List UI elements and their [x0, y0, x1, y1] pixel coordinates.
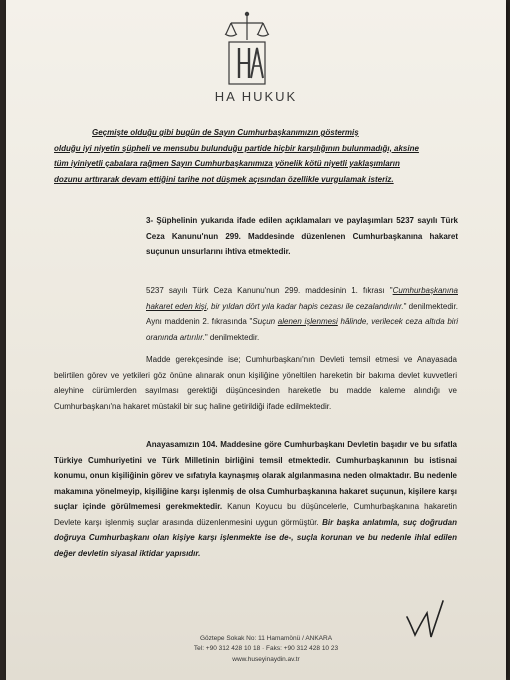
bold-text: Anayasamızın 104. Maddesine göre Cumhurbaşkanı Devletin başıdır ve bu sıfatla Türkiye Cumhuriyetini ve Türk Milletinin birliğini temsil etmektedir. Cumhurbaşkanının bu istisnai konumu, onun kişiliğinin görev ve sıfatıyla kaynaşmış olarak algılanmasına neden olmaktadır. Bu nedenle makamına yönelmeyip, kişiliğine karşı işlenmiş de olsa Cumhurbaşkanına hakaret suçunun, kişilere karşı suçlar içinde görülmemesi gerekmektedir.	[54, 440, 457, 511]
firm-name: HA HUKUK	[214, 89, 298, 104]
quote: , bir yıldan dört yıla kadar hapis cezası ile cezalandırılır.	[206, 301, 404, 311]
intro-line: tüm iyiniyetli çabalara rağmen Sayın Cumhurbaşkanımıza yönelik kötü niyetli yaklaşımların	[54, 159, 400, 168]
intro-paragraph	[54, 125, 457, 187]
section-3-heading: 3- Şüphelinin yukarıda ifade edilen açıklamaları ve paylaşımları 5237 sayılı Türk Ceza Kanunu'nun 299. Maddesinde düzenlenen Cumhurbaşkanına hakaret suçunun unsurlarını ihtiva etmektedir.	[146, 216, 458, 256]
bold-italic-text: Bir başka anlatımla, suç doğrudan doğruya Cumhurbaşkanı olan kişiye karşı işlenmekte ise de-, suçla korunan ve bu nedenle ihlal edilen değer devletin siyasal iktidar yapısıdır.	[54, 517, 457, 558]
quote-underlined: Cumhurbaşkanına hakaret eden kişi	[146, 286, 458, 311]
document-page	[6, 0, 506, 680]
footer-address: Göztepe Sokak No: 11 Hamamönü / ANKARA	[199, 635, 333, 642]
quote-underlined: alenen işlenmesi	[277, 317, 338, 326]
text: " denilmektedir. Aynı maddenin 2. fıkrasında "	[146, 301, 459, 326]
intro-line: Geçmişte olduğu gibi bugün de Sayın Cumhurbaşkanımızın göstermiş	[92, 128, 359, 137]
law-article-paragraph	[146, 283, 458, 345]
handwritten-signature	[399, 595, 449, 645]
text: " denilmektedir.	[204, 332, 260, 342]
quote: hâlinde, verilecek ceza altıda biri oranında artırılır.	[146, 317, 459, 342]
footer-phones: Tel: +90 312 428 10 18 · Faks: +90 312 428 10 23	[193, 645, 339, 652]
scales-of-justice-logo	[211, 10, 283, 90]
text: 5237 sayılı Türk Ceza Kanunu'nun 299. maddesinin 1. fıkrası "	[146, 286, 393, 295]
text: Kanun Koyucu bu düşüncelerle, Cumhurbaşkanına hakaretin Devlete karşı işlenmiş suçlar arasında düzenlenmesini uygun görmüştür.	[54, 502, 457, 527]
footer-website[interactable]: www.huseyinaydin.av.tr	[232, 656, 300, 663]
constitution-paragraph	[54, 437, 457, 561]
intro-line: dozunu arttırarak devam ettiğini tarihe not düşmek açısından özellikle vurgulamak isteriz.	[54, 174, 394, 184]
quote: Suçun	[252, 317, 278, 326]
reasoning-paragraph: Madde gerekçesinde ise; Cumhurbaşkanı'nın Devleti temsil etmesi ve Anayasada belirtilen görev ve yetkileri göz önüne alınarak onun kişiliğine yöneltilen hareketin bir bakıma devlet kuvvetleri aleyhine cürümlerden sayılması gerektiği düşüncesinden hareketle bu madde kaleme alındığı ve Cumhurbaşkanı'na hakaret müstakil bir suç haline getirildiği ifade edilmektedir.	[54, 355, 457, 411]
intro-line: olduğu iyi niyetin şüpheli ve mensubu bulunduğu partide hiçbir karşılığının bulunmadığı, aksine	[54, 143, 419, 153]
